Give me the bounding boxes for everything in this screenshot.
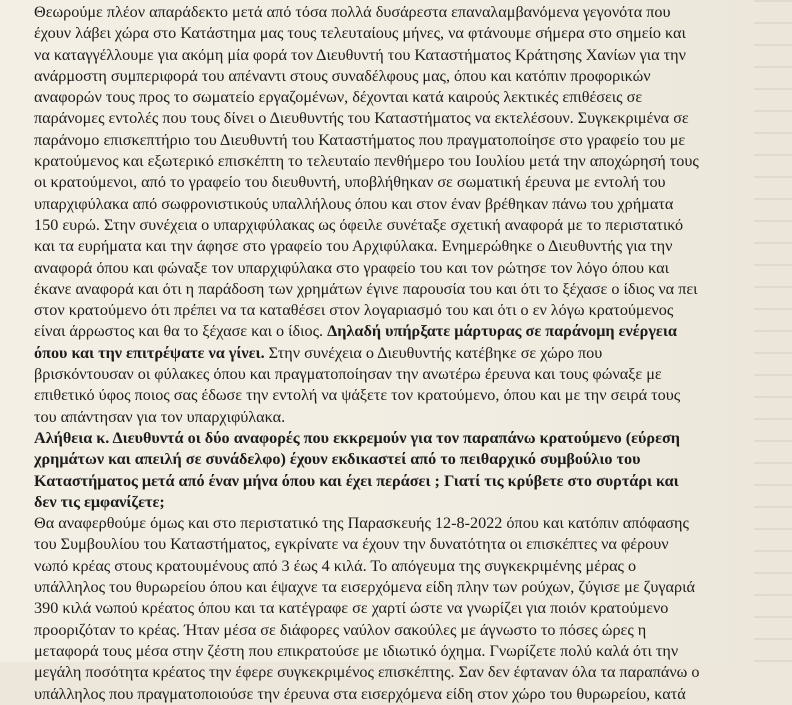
text-line — [34, 2, 754, 23]
text-line — [34, 215, 754, 236]
text-line — [34, 66, 754, 87]
text-line — [34, 428, 754, 449]
text-segment: 150 ευρώ. Στην συνέχεια ο υπαρχιφύλακας ως όφειλε συνέταξε σχετική αναφορά με το περιστατικό — [34, 215, 684, 234]
text-line — [34, 151, 754, 172]
text-segment: στον κρατούμενο ότι πρέπει να τα καταθέσει στον λογαριασμό του και ότι ο εν λόγω κρατούμενος — [34, 301, 674, 320]
text-segment: παράνομες εντολές που τους δίνει ο Διευθυντής του Καταστήματος να εκτελέσουν. Συγκεκριμένα σε — [34, 109, 689, 128]
text-segment: 390 κιλά νωπού κρέατος όπου και τα κατέγραφε σε χαρτί ώστε να γνωρίζει για ποιόν κρατούμενο — [34, 599, 669, 618]
text-segment: υπάλληλος που πραγματοποιούσε την έρευνα στα εισερχόμενα είδη στον χώρο του θυρωρείου, κατά — [34, 684, 686, 703]
text-line — [34, 407, 754, 428]
text-segment: αναφορά όπου και φώναξε τον υπαρχιφύλακα στο γραφείο του και τον ρώτησε τον λόγο όπου και — [34, 258, 669, 277]
text-segment: νωπό κρέας στους κρατουμένους από 3 έως 4 κιλά. Το απόγευμα της συγκεκριμένης μέρας ο — [34, 556, 637, 575]
text-segment: παράνομο επισκεπτήριο του Διευθυντή του Καταστήματος που πραγματοποίησε στο γραφείο του με — [34, 130, 686, 149]
text-segment: είναι άρρωστος και θα το ξέχασε και ο ίδιος. — [34, 322, 328, 341]
text-line — [34, 577, 754, 598]
text-segment: και τα ευρήματα και την άφησε στο γραφείο του Αρχιφύλακα. Ενημερώθηκε ο Διευθυντής για την — [34, 237, 673, 256]
text-segment: υπαρχιφύλακα από σωφρονιστικούς υπαλλήλους όπου και στον έναν βρέθηκαν πάνω του χρήματα — [34, 194, 674, 213]
text-line — [34, 258, 754, 279]
text-line — [34, 385, 754, 406]
text-line — [34, 641, 754, 662]
page-edge-bleed — [754, 0, 792, 662]
text-line — [34, 108, 754, 129]
text-segment: υπάλληλος του θυρωρείου όπου και έψαχνε τα εισερχόμενα είδη πλην των ρούχων, ζύγισε με ζυγαριά — [34, 578, 695, 597]
text-line — [34, 87, 754, 108]
text-line — [34, 23, 754, 44]
text-segment: έκανε αναφορά και ότι η παράδοση των χρημάτων έγινε παρουσία του και ότι το ξέχασε ο ίδιος να πει — [34, 279, 698, 298]
text-line — [34, 364, 754, 385]
text-segment: βρισκόντουσαν οι φύλακες όπου και πραγματοποίησαν την ανωτέρω έρευνα και τους φώναξε με — [34, 365, 662, 384]
text-segment: μεγάλη ποσότητα κρέατος την έφερε συγκεκριμένος επισκέπτης. Σαν δεν έφταναν όλα τα παραπάνω ο — [34, 663, 700, 682]
text-line — [34, 321, 754, 342]
bold-text-segment: Δηλαδή υπήρξατε μάρτυρας σε παράνομη ενέργεια — [327, 322, 677, 341]
bold-text-segment: όπου και την επιτρέψατε να γίνει. — [34, 343, 265, 362]
text-line — [34, 556, 754, 577]
text-line — [34, 300, 754, 321]
text-segment: να καταγγέλλουμε για ακόμη μία φορά τον Διευθυντή του Καταστήματος Κράτησης Χανίων για την — [34, 45, 686, 64]
text-line — [34, 513, 754, 534]
bold-text-segment: Αλήθεια κ. Διευθυντά οι δύο αναφορές που εκκρεμούν για τον παραπάνω κρατούμενο (εύρεση — [34, 428, 680, 447]
text-line — [34, 471, 754, 492]
text-line — [34, 45, 754, 66]
text-segment: του απάντησαν για τον υπαρχιφύλακα. — [34, 407, 286, 426]
bold-text-segment: Καταστήματος μετά από έναν μήνα όπου και έχει περάσει ; Γιατί τις κρύβετε στο συρτάρι και — [34, 471, 679, 490]
text-segment: προοριζόταν το κρέας. Ήταν μέσα σε διάφορες ναύλον σακούλες με άγνωστο το πόσες ώρες η — [34, 620, 647, 639]
text-segment: έχουν λάβει χώρα στο Κατάστημα μας τους τελευταίους μήνες, να φτάνουμε σήμερα στο σημείο και — [34, 24, 686, 43]
text-segment: κρατούμενος και εξωτερικό επισκέπτη το τελευταίο πενθήμερο του Ιουλίου μετά την αποχώρησή τους — [34, 152, 699, 171]
text-segment: επιθετικό ύφος ποιος σας έδωσε την εντολή να ψάξετε τον κρατούμενο, όπου και με την σειρά τους — [34, 386, 681, 405]
text-line — [34, 236, 754, 257]
text-segment: οι κρατούμενοι, από το γραφείο του διευθυντή, υποβλήθηκαν σε σωματική έρευνα με εντολή του — [34, 173, 666, 192]
text-segment: Στην συνέχεια ο Διευθυντής κατέβηκε σε χώρο που — [264, 343, 603, 362]
text-line — [34, 662, 754, 683]
text-line — [34, 130, 754, 151]
text-segment: μεταφορά τους μέσα στην ζέστη που επικρατούσε με ιδιωτικό όχημα. Γνωρίζετε πολύ καλά ότι την — [34, 641, 679, 660]
text-segment: Θεωρούμε πλέον απαράδεκτο μετά από τόσα πολλά δυσάρεστα επαναλαμβανόμενα γεγονότα που — [34, 3, 671, 21]
text-segment: αναφορών τους προς το σωματείο εργαζομένων, δέχονται κατά καιρούς λεκτικές επιθέσεις σε — [34, 88, 643, 107]
text-segment: του Συμβουλίου του Καταστήματος, εγκρίνατε να έχουν την δυνατότητα οι επισκέπτες να φέρουν — [34, 535, 669, 554]
text-line — [34, 343, 754, 364]
text-line — [34, 598, 754, 619]
text-line — [34, 279, 754, 300]
text-line — [34, 172, 754, 193]
text-line — [34, 492, 754, 513]
text-segment: ανάρμοστη συμπεριφορά του απέναντι στους συναδέλφους μας, όπου και κατόπιν προφορικών — [34, 66, 651, 85]
text-line — [34, 684, 754, 705]
text-line — [34, 194, 754, 215]
text-segment: Θα αναφερθούμε όμως και στο περιστατικό της Παρασκευής 12-8-2022 όπου και κατόπιν απόφασης — [34, 514, 689, 533]
text-line — [34, 449, 754, 470]
bold-text-segment: δεν τις εμφανίζετε; — [34, 492, 165, 511]
bold-text-segment: χρημάτων και απειλή σε συνάδελφο) έχουν εκδικαστεί από το πειθαρχικό συμβούλιο του — [34, 450, 641, 469]
text-line — [34, 620, 754, 641]
text-line — [34, 534, 754, 555]
article-body — [34, 2, 754, 705]
